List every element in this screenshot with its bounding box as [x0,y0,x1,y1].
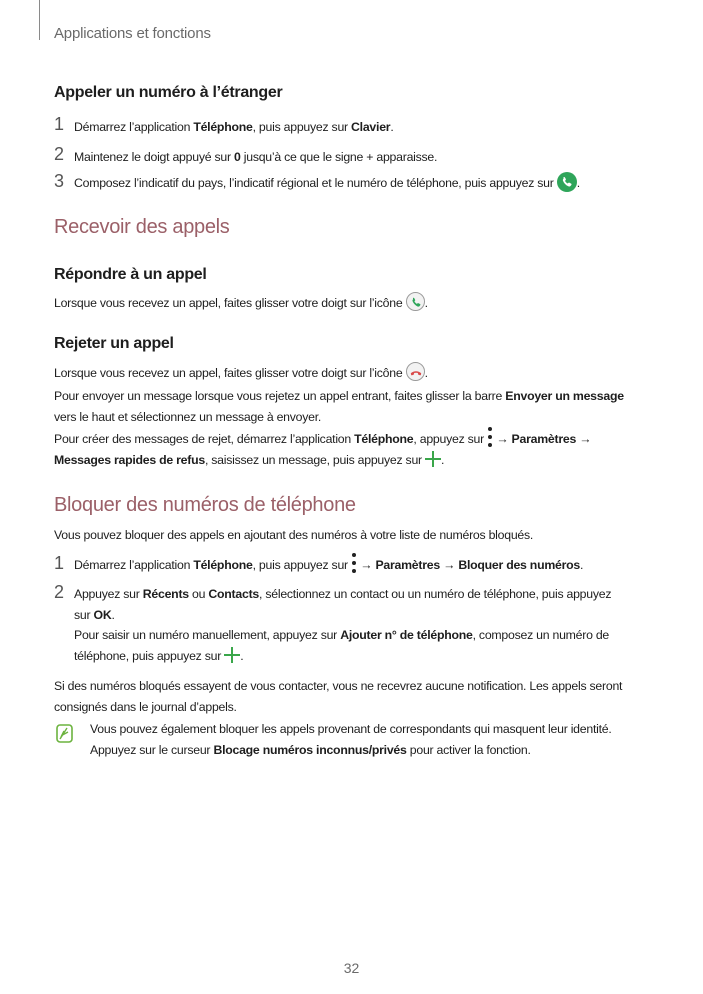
section-title-block: Bloquer des numéros de téléphone [54,494,356,516]
more-options-icon [487,427,493,447]
step-number: 3 [54,171,65,191]
step-number: 2 [54,582,65,602]
plus-icon [224,647,240,663]
note-text: Vous pouvez également bloquer les appels provenant de correspondants qui masquent leur identité. Appuyez sur le curseur Blocage numéros inconnus/privés pour activer la fonction. [90,722,612,757]
reject-text: Lorsque vous recevez un appel, faites glisser votre doigt sur l’icône . [54,363,428,384]
section-title-receive: Recevoir des appels [54,216,230,238]
subsection-title-reject: Rejeter un appel [54,335,174,352]
answer-text: Lorsque vous recevez un appel, faites glisser votre doigt sur l’icône . [54,293,428,314]
reject-create-text: Pour créer des messages de rejet, démarrez l’application Téléphone, appuyez sur → Paramètres → Messages rapides de refus, saisissez un message, puis appuyez sur . [54,429,674,471]
subsection-title-answer: Répondre à un appel [54,266,207,283]
more-options-icon [351,553,357,573]
answer-call-icon [406,292,425,311]
step-text: Composez l’indicatif du pays, l’indicatif régional et le numéro de téléphone, puis appuyez sur . [74,173,580,194]
note-icon [56,724,73,743]
section-title-international: Appeler un numéro à l’étranger [54,84,283,101]
reject-message-text: Pour envoyer un message lorsque vous rejetez un appel entrant, faites glisser la barre Envoyer un message vers le haut et sélectionnez un message à envoyer. [54,389,624,424]
step-number: 1 [54,553,65,573]
step-text: Démarrez l’application Téléphone, puis appuyez sur Clavier. [74,120,394,134]
call-green-icon [557,172,577,192]
step-subtext: Pour saisir un numéro manuellement, appuyez sur Ajouter n° de téléphone, composez un numéro de téléphone, puis appuyez sur . [74,628,610,663]
step-number: 1 [54,114,65,134]
step-text: Appuyez sur Récents ou Contacts, sélectionnez un contact ou un numéro de téléphone, puis appuyez sur OK. [74,587,612,622]
step-text: Maintenez le doigt appuyé sur 0 jusqu’à ce que le signe + apparaisse. [74,150,438,164]
step-number: 2 [54,144,65,164]
plus-icon [425,451,441,467]
header-title: Applications et fonctions [54,25,211,42]
block-outro: Si des numéros bloqués essayent de vous contacter, vous ne recevrez aucune notification. Les appels seront consignés dans le journal d’appels. [54,679,623,714]
step-text: Démarrez l’application Téléphone, puis appuyez sur → Paramètres → Bloquer des numéros. [74,555,583,576]
page-number: 32 [343,960,360,976]
reject-call-icon [406,362,425,381]
block-intro: Vous pouvez bloquer des appels en ajoutant des numéros à votre liste de numéros bloqués. [54,528,534,542]
header-rule [39,0,40,40]
